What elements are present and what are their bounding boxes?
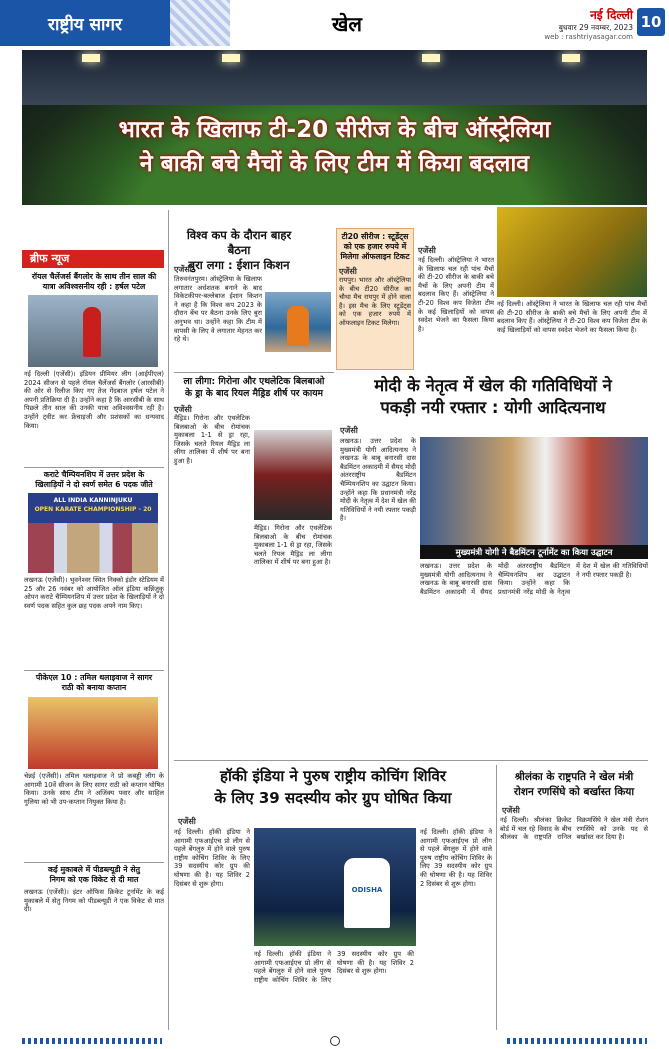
brief-story1-body: नई दिल्ली (एजेंसी)। इंडियन प्रीमियर लीग (आईपीएल) 2024 सीजन से पहले रॉयल चैलेंजर्स बैंगलोर (आरसीबी) की ओर से रिलीज किए गए तेज गेंदबाज हर्षल पटेल ने अपनी प्रतिक्रिया दी है। उन्होंने कहा है कि आरसीबी के साथ पिछले तीन साल की उनकी यात्रा अविश्वसनीय रही है। उन्होंने ट्वीट कर फ्रेंचाइजी और प्रशंसकों का धन्यवाद किया।: [24, 370, 164, 430]
divider: [174, 760, 648, 761]
divider: [24, 467, 164, 468]
laliga-body-continued: मैड्रिड। गिरोना और एथलेटिक बिलबाओ के बीच रोमांचक मुकाबला 1-1 से ड्रा रहा, जिसके चलते रियल मैड्रिड ला लीगा तालिका में शीर्ष पर बना हुआ है।: [254, 524, 332, 567]
srilanka-headline: [500, 770, 648, 800]
section-title: खेल: [230, 0, 464, 46]
yogi-headline: [338, 375, 648, 419]
page-footer: [0, 1033, 669, 1049]
yogi-body-continued: लखनऊ। उत्तर प्रदेश के मुख्यमंत्री योगी आदित्यनाथ ने लखनऊ के बाबू बनारसी दास बैडमिंटन अकादमी में सैयद मोदी अंतरराष्ट्रीय बैडमिंटन चैम्पियनशिप का उद्घाटन किया। उन्होंने कहा कि प्रधानमंत्री नरेंद्र मोदी के नेतृत्व में देश में खेल की गतिविधियों ने नयी रफ्तार पकड़ी है।: [420, 562, 648, 596]
yogi-photo-caption: मुख्यमंत्री योगी ने बैडमिंटन टूर्नामेंट का किया उद्घाटन: [420, 545, 648, 559]
headline-line: के लिए 39 सदस्यीय कोर ग्रुप घोषित किया: [214, 789, 452, 807]
floodlight: [222, 54, 240, 62]
headline-line: पीकेएल 10 : तमिल थलाइवाज ने सागर: [35, 673, 153, 682]
hero-stadium-photo: [22, 50, 647, 205]
athletes-group: [28, 523, 158, 573]
headline-line: को एक हजार रुपये में: [343, 242, 407, 251]
t20-headline: [338, 232, 412, 262]
brief-story4-headline: [24, 865, 164, 885]
brief-story3-body: चेन्नई (एजेंसी)। तमिल थलाइवाज ने प्रो कबड्डी लीग के आगामी 10वें सीजन के लिए सागर राठी को कप्तान घोषित किया। उनके साथ टीम ने अजिंक्य पवार और साहिल गुलिया को भी उप-कप्तान नियुक्त किया है।: [24, 772, 164, 806]
aus-body-continued: नई दिल्ली। ऑस्ट्रेलिया ने भारत के खिलाफ चल रही पांच मैचों की टी-20 सीरीज के बाकी बचे मैचों के लिए अपनी टीम में बदलाव किए हैं। ऑस्ट्रेलिया ने टी-20 विश्व कप विजेता टीम के कई खिलाड़ियों को वापस स्वदेश भेजने का फैसला किया है।: [497, 300, 647, 334]
laliga-match-photo: [254, 430, 332, 520]
divider: [24, 670, 164, 671]
karate-championship-photo: [28, 493, 158, 573]
divider: [174, 372, 334, 373]
headline-line: खिलाड़ियों ने दो स्वर्ण समेत 6 पदक जीते: [35, 480, 153, 489]
footer-pattern: [507, 1038, 647, 1044]
photo-banner: ALL INDIA KANNINJUKU: [53, 497, 133, 504]
issue-date: बुधवार 29 नवम्बर, 2023: [558, 22, 633, 32]
kabaddi-players-photo: [28, 697, 158, 769]
stadium-stand: [22, 50, 647, 105]
brief-story2-body: लखनऊ (एजेंसी)। भुवनेश्वर स्थित निक्को इंडोर स्टेडियम में 25 और 26 नवंबर को आयोजित ऑल इंडिया कन्निंजुकु ओपन कराटे चैम्पियनशिप में उत्तर प्रदेश के खिलाड़ियों ने दो स्वर्ण पदक सहित कुल छह पदक अपने नाम किए।: [24, 576, 164, 610]
divider: [24, 862, 164, 863]
floodlight: [422, 54, 440, 62]
city: नई दिल्ली: [590, 7, 633, 22]
t20-byline: एजेंसी: [339, 267, 357, 276]
headline-line: निगम को एक विकेट से दी मात: [49, 875, 139, 884]
ishan-byline: एजेंसी: [174, 265, 192, 274]
page-number: 10: [637, 8, 665, 36]
brief-story4-body: लखनऊ (एजेंसी)। इंटर ऑफिस क्रिकेट टूर्नामेंट के कई मुकाबले में सेतु निगम को पीडब्ल्यूडी ने एक विकेट से मात दी।: [24, 888, 164, 914]
player-figure: [83, 307, 101, 357]
australia-team-photo: [497, 207, 647, 297]
headline-line: हॉकी इंडिया ने पुरुष राष्ट्रीय कोचिंग शिविर: [219, 767, 446, 785]
headline-line: के ड्रा के बाद रियल मैड्रिड शीर्ष पर कायम: [184, 388, 324, 399]
headline-line: बुरा लगा : ईशान किशन: [188, 258, 290, 272]
headline-line: मोदी के नेतृत्व में खेल की गतिविधियों ने: [374, 376, 612, 395]
ishan-body: तिरुवनंतपुरम। ऑस्ट्रेलिया के खिलाफ लगातार अर्धशतक बनाने के बाद विकेटकीपर-बल्लेबाज ईशान किशन ने कहा है कि विश्व कप 2023 के दौरान बेंच पर बैठना उनके लिए बुरा अनुभव था। उन्होंने कहा कि टीम में वापसी के लिए वे लगातार मेहनत कर रहे थे।: [174, 275, 262, 344]
headline-line: राठी को बनाया कप्तान: [61, 683, 127, 692]
aus-body: नई दिल्ली। ऑस्ट्रेलिया ने भारत के खिलाफ चल रही पांच मैचों की टी-20 सीरीज के बाकी बचे मैचों के लिए अपनी टीम में बदलाव किए हैं। ऑस्ट्रेलिया ने टी-20 विश्व कप विजेता टीम के कई खिलाड़ियों को वापस स्वदेश भेजने का फैसला किया है।: [418, 256, 494, 333]
hero-headline-line1: भारत के खिलाफ टी-20 सीरीज के बीच ऑस्ट्रेलिया: [118, 117, 551, 143]
hockey-headline: [174, 765, 492, 809]
t20-body: रायपुर। भारत और ऑस्ट्रेलिया के बीच टी20 सीरीज का चौथा मैच रायपुर में होने वाला है। इस मैच के लिए स्टूडेंट्स को एक हजार रुपये में ऑफलाइन टिकट मिलेगा।: [339, 276, 411, 327]
headline-line: विश्व कप के दौरान बाहर बैठना: [186, 228, 292, 257]
laliga-body: मैड्रिड। गिरोना और एथलेटिक बिलबाओ के बीच रोमांचक मुकाबला 1-1 से ड्रा रहा, जिसके चलते रियल मैड्रिड ला लीगा तालिका में शीर्ष पर बना हुआ है।: [174, 414, 250, 465]
floodlight: [82, 54, 100, 62]
headline-line: ला लीगा: गिरोना और एथलेटिक बिलबाओ: [183, 376, 325, 387]
hero-headline-line2: ने बाकी बचे मैचों के लिए टीम में किया बदलाव: [139, 151, 530, 177]
yogi-body: लखनऊ। उत्तर प्रदेश के मुख्यमंत्री योगी आदित्यनाथ ने लखनऊ के बाबू बनारसी दास बैडमिंटन अकादमी में सैयद मोदी अंतरराष्ट्रीय बैडमिंटन चैम्पियनशिप का उद्घाटन किया। उन्होंने कहा कि प्रधानमंत्री नरेंद्र मोदी के नेतृत्व में देश में खेल की गतिविधियों ने नयी रफ्तार पकड़ी है।: [340, 437, 416, 523]
paper-name: राष्ट्रीय सागर: [0, 0, 170, 46]
column-divider: [496, 765, 497, 1030]
brief-news-label: ब्रीफ न्यूज: [22, 250, 164, 268]
floodlight: [562, 54, 580, 62]
hockey-byline: एजेंसी: [178, 817, 196, 826]
srilanka-body: नई दिल्ली। श्रीलंका क्रिकेट बोर्ड में चल रहे विवाद के बीच श्रीलंका के राष्ट्रपति रानिल विक्रमसिंघे ने खेल मंत्री रोशन रणसिंघे को उनके पद से बर्खास्त कर दिया है।: [500, 816, 648, 842]
headline-line: टी20 सीरीज : स्टूडेंट्स: [341, 232, 409, 241]
jersey-text: ODISHA: [351, 886, 383, 894]
photo-banner-2: OPEN KARATE CHAMPIONSHIP - 20: [34, 506, 152, 513]
laliga-byline: एजेंसी: [174, 405, 192, 414]
footer-pattern: [22, 1038, 162, 1044]
column-divider: [168, 210, 169, 1030]
masthead: [0, 0, 669, 46]
ishan-kishan-photo: [265, 292, 331, 352]
aus-byline: एजेंसी: [418, 246, 436, 255]
hockey-body: नई दिल्ली। हॉकी इंडिया ने आगामी एफआईएच प्रो लीग से पहले बेंगलुरु में होने वाले पुरुष राष्ट्रीय कोचिंग शिविर के लिए 39 सदस्यीय कोर ग्रुप की घोषणा की है। यह शिविर 2 दिसंबर से शुरू होगा।: [174, 828, 250, 888]
headline-line: यात्रा अविश्वसनीय रही : हर्षल पटेल: [42, 282, 146, 291]
ishan-headline: [174, 228, 304, 273]
headline-line: रॉयल चैलेंजर्स बैंगलोर के साथ तीन साल की: [31, 272, 157, 281]
hockey-body-continued: नई दिल्ली। हॉकी इंडिया ने आगामी एफआईएच प्रो लीग से पहले बेंगलुरु में होने वाले पुरुष राष्ट्रीय कोचिंग शिविर के लिए 39 सदस्यीय कोर ग्रुप की घोषणा की है। यह शिविर 2 दिसंबर से शुरू होगा।: [254, 950, 414, 984]
yogi-byline: एजेंसी: [340, 426, 358, 435]
harshal-patel-photo: [28, 295, 158, 367]
hockey-players-photo: [254, 828, 416, 946]
headline-line: कई मुकाबले में पीडब्ल्यूडी ने सेतु: [47, 865, 141, 874]
brief-story1-headline: [24, 272, 164, 292]
masthead-pattern: [170, 0, 230, 46]
website: web : rashtriyasagar.com: [544, 32, 633, 41]
headline-line: श्रीलंका के राष्ट्रपति ने खेल मंत्री: [514, 771, 634, 783]
headline-line: पकड़ी नयी रफ्तार : योगी आदित्यनाथ: [380, 398, 606, 417]
brief-story3-headline: [24, 673, 164, 693]
laliga-headline: [174, 376, 334, 400]
hockey-body-continued-2: नई दिल्ली। हॉकी इंडिया ने आगामी एफआईएच प्रो लीग से पहले बेंगलुरु में होने वाले पुरुष राष्ट्रीय कोचिंग शिविर के लिए 39 सदस्यीय कोर ग्रुप की घोषणा की है। यह शिविर 2 दिसंबर से शुरू होगा।: [420, 828, 492, 888]
yogi-badminton-photo: [420, 437, 648, 545]
headline-line: मिलेगा ऑफलाइन टिकट: [340, 252, 410, 261]
headline-line: रोशन रणसिंघे को बर्खास्त किया: [513, 786, 635, 798]
srilanka-byline: एजेंसी: [502, 806, 520, 815]
batsman-figure: [287, 306, 309, 346]
headline-line: कराटे चैम्पियनशिप में उत्तर प्रदेश के: [43, 470, 145, 479]
brief-story2-headline: [24, 470, 164, 490]
registration-mark-icon: [330, 1036, 340, 1046]
